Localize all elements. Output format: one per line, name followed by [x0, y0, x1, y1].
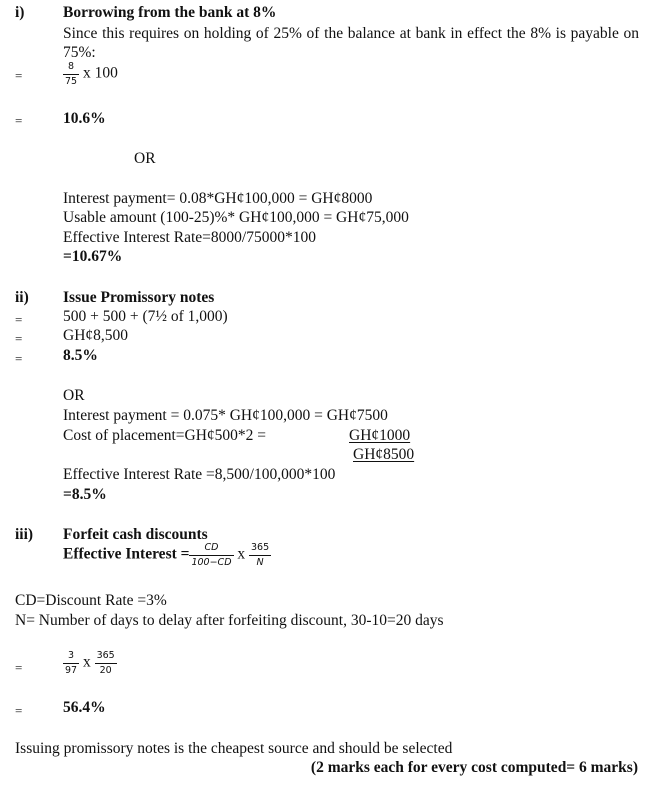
fraction-denominator: 97	[65, 664, 78, 676]
n-definition: N= Number of days to delay after forfeiting discount, 30-10=20 days	[15, 612, 444, 629]
section-i-heading: Borrowing from the bank at 8%	[63, 4, 277, 21]
section-ii-effective-line: Effective Interest Rate =8,500/100,000*100	[63, 466, 336, 483]
fraction-denominator: 100−CD	[191, 556, 232, 568]
section-ii-line1: 500 + 500 + (7½ of 1,000)	[63, 308, 228, 325]
fraction-8-over-75	[63, 62, 79, 86]
marks-note: (2 marks each for every cost computed= 6 marks)	[310, 759, 638, 776]
or-separator: OR	[134, 150, 156, 167]
equals-sign: =	[15, 660, 23, 675]
equals-sign: =	[15, 351, 23, 366]
section-ii-result: 8.5%	[63, 347, 98, 364]
conclusion: Issuing promissory notes is the cheapest source and should be selected	[15, 740, 453, 757]
times-100: x 100	[82, 64, 118, 82]
fraction-numerator: CD	[189, 543, 233, 556]
section-ii-placement-label: Cost of placement=GH¢500*2 =	[63, 427, 267, 444]
fraction-denominator: 20	[99, 664, 112, 676]
equals-sign: =	[15, 703, 23, 718]
section-i-interest-line: Interest payment= 0.08*GH¢100,000 = GH¢8000	[63, 190, 373, 207]
or-separator: OR	[63, 387, 85, 404]
section-ii-interest-line: Interest payment = 0.075* GH¢100,000 = GH¢7500	[63, 407, 388, 424]
fraction-numerator: 365	[95, 651, 117, 664]
fraction-365-over-20	[95, 651, 117, 675]
effective-interest-formula	[63, 543, 271, 567]
section-ii-placement-value: GH¢1000	[349, 427, 411, 444]
fraction-cd-over-100-minus-cd	[189, 543, 233, 567]
section-i-result2: =10.67%	[63, 248, 123, 265]
fraction-denominator: N	[256, 556, 264, 568]
equals-sign: =	[15, 331, 23, 346]
equals-sign: =	[15, 312, 23, 327]
fraction-numerator: 365	[249, 543, 271, 556]
section-i-effective-line: Effective Interest Rate=8000/75000*100	[63, 229, 316, 246]
equals-sign: =	[15, 68, 23, 83]
section-i-label: i)	[15, 4, 25, 21]
section-ii-total-value: GH¢8500	[353, 446, 415, 463]
section-i-paragraph: Since this requires on holding of 25% of the balance at bank in effect the 8% is payable on 75%:	[63, 25, 639, 61]
multiply-sign: x	[82, 653, 91, 671]
section-iii-heading: Forfeit cash discounts	[63, 526, 208, 543]
section-i-usable-line: Usable amount (100-25)%* GH¢100,000 = GH¢75,000	[63, 209, 409, 226]
fraction-numerator: 8	[63, 62, 79, 75]
fraction-denominator: 75	[65, 75, 78, 87]
section-i-result: 10.6%	[63, 110, 106, 127]
section-iii-label: iii)	[15, 526, 34, 543]
section-ii-result2: =8.5%	[63, 486, 107, 503]
fraction-365-over-n	[249, 543, 271, 567]
section-ii-heading: Issue Promissory notes	[63, 289, 215, 306]
section-iii-result: 56.4%	[63, 699, 106, 716]
fraction-3-over-97	[63, 651, 79, 675]
formula-label: Effective Interest =	[63, 545, 190, 563]
section-ii-label: ii)	[15, 289, 29, 306]
equals-sign: =	[15, 113, 23, 128]
cd-definition: CD=Discount Rate =3%	[15, 592, 167, 609]
section-iii-calculation	[63, 651, 117, 675]
fraction-numerator: 3	[63, 651, 79, 664]
multiply-sign: x	[237, 545, 246, 563]
section-ii-line2: GH¢8,500	[63, 327, 129, 344]
section-i-fraction-expression	[63, 62, 118, 86]
